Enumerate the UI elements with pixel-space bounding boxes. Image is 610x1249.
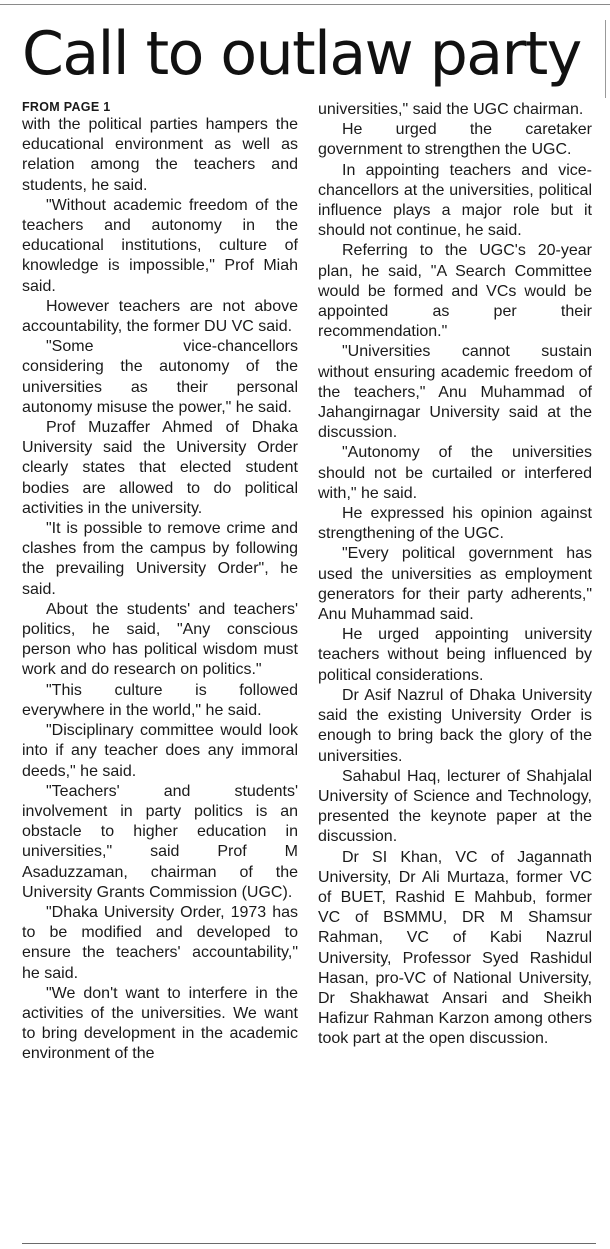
- paragraph: Prof Muzaffer Ahmed of Dhaka University said the University Order clearly states that elected student bodies are allowed to do political activities in the university.: [22, 419, 298, 517]
- paragraph: About the students' and teachers' politics, he said, "Any conscious person who has political wisdom must work and do research on politics.": [22, 600, 298, 679]
- paragraph: Dr SI Khan, VC of Jagannath University, Dr Ali Murtaza, former VC of BUET, Rashid E Mahbub, former VC of BSMMU, DR M Shamsur Rahman, VC of Kabi Nazrul University, Professor Syed Rashidul Hasan, pro-VC of National University, Dr Shakhawat Ansari and Sheikh Hafizur Rahman Karzon among others took part at the open discussion.: [318, 848, 592, 1048]
- paragraph: "This culture is followed everywhere in the world," he said.: [22, 681, 298, 719]
- paragraph: In appointing teachers and vice-chancellors at the universities, political influence plays a major role but it should not continue, he said.: [318, 161, 592, 240]
- paragraph: "Dhaka University Order, 1973 has to be modified and developed to ensure the teachers' accountability," he said.: [22, 903, 298, 982]
- column-divider: [605, 20, 606, 98]
- headline: Call to outlaw party: [22, 19, 581, 89]
- top-rule: [0, 4, 610, 5]
- paragraph: "Universities cannot sustain without ensuring academic freedom of the teachers," Anu Muhammad of Jahangirnagar University said at the discussion.: [318, 343, 592, 442]
- right-column: [318, 100, 592, 1050]
- paragraph: with the political parties hampers the educational environment as well as relation among the teachers and students, he said.: [22, 116, 298, 194]
- paragraph: "Teachers' and students' involvement in party politics is an obstacle to higher education in universities," said Prof M Asaduzzaman, chairman of the University Grants Commission (UGC).: [22, 782, 298, 901]
- paragraph: Referring to the UGC's 20-year plan, he said, "A Search Committee would be formed and VCs would be appointed as per their recommendation.": [318, 242, 592, 341]
- paragraph: "It is possible to remove crime and clashes from the campus by following the prevailing University Order", he said.: [22, 520, 298, 598]
- paragraph: "Autonomy of the universities should not be curtailed or interfered with," he said.: [318, 444, 592, 502]
- bottom-rule: [22, 1243, 596, 1244]
- left-column: [22, 100, 298, 1065]
- paragraph: He urged appointing university teachers without being influenced by political considerations.: [318, 626, 592, 684]
- paragraph: "Every political government has used the universities as employment generators for their party adherents," Anu Muhammad said.: [318, 545, 592, 624]
- paragraph: "Some vice-chancellors considering the autonomy of the universities as their personal autonomy misuse the power," he said.: [22, 338, 298, 416]
- paragraph: universities," said the UGC chairman.: [318, 101, 584, 118]
- continuation-kicker: FROM PAGE 1: [22, 100, 111, 114]
- paragraph: He urged the caretaker government to strengthen the UGC.: [318, 121, 592, 159]
- paragraph: "Disciplinary committee would look into if any teacher does any immoral deeds," he said.: [22, 722, 298, 780]
- paragraph: However teachers are not above accountability, the former DU VC said.: [22, 297, 298, 336]
- paragraph: He expressed his opinion against strengthening of the UGC.: [318, 505, 592, 543]
- paragraph: Sahabul Haq, lecturer of Shahjalal University of Science and Technology, presented the keynote paper at the discussion.: [318, 767, 592, 846]
- paragraph: Dr Asif Nazrul of Dhaka University said the existing University Order is enough to bring back the glory of the universities.: [318, 686, 592, 765]
- paragraph: "Without academic freedom of the teachers and autonomy in the educational institutions, culture of knowledge is impossible," Prof Miah said.: [22, 196, 298, 295]
- paragraph: "We don't want to interfere in the activities of the universities. We want to bring development in the academic environment of the: [22, 984, 298, 1063]
